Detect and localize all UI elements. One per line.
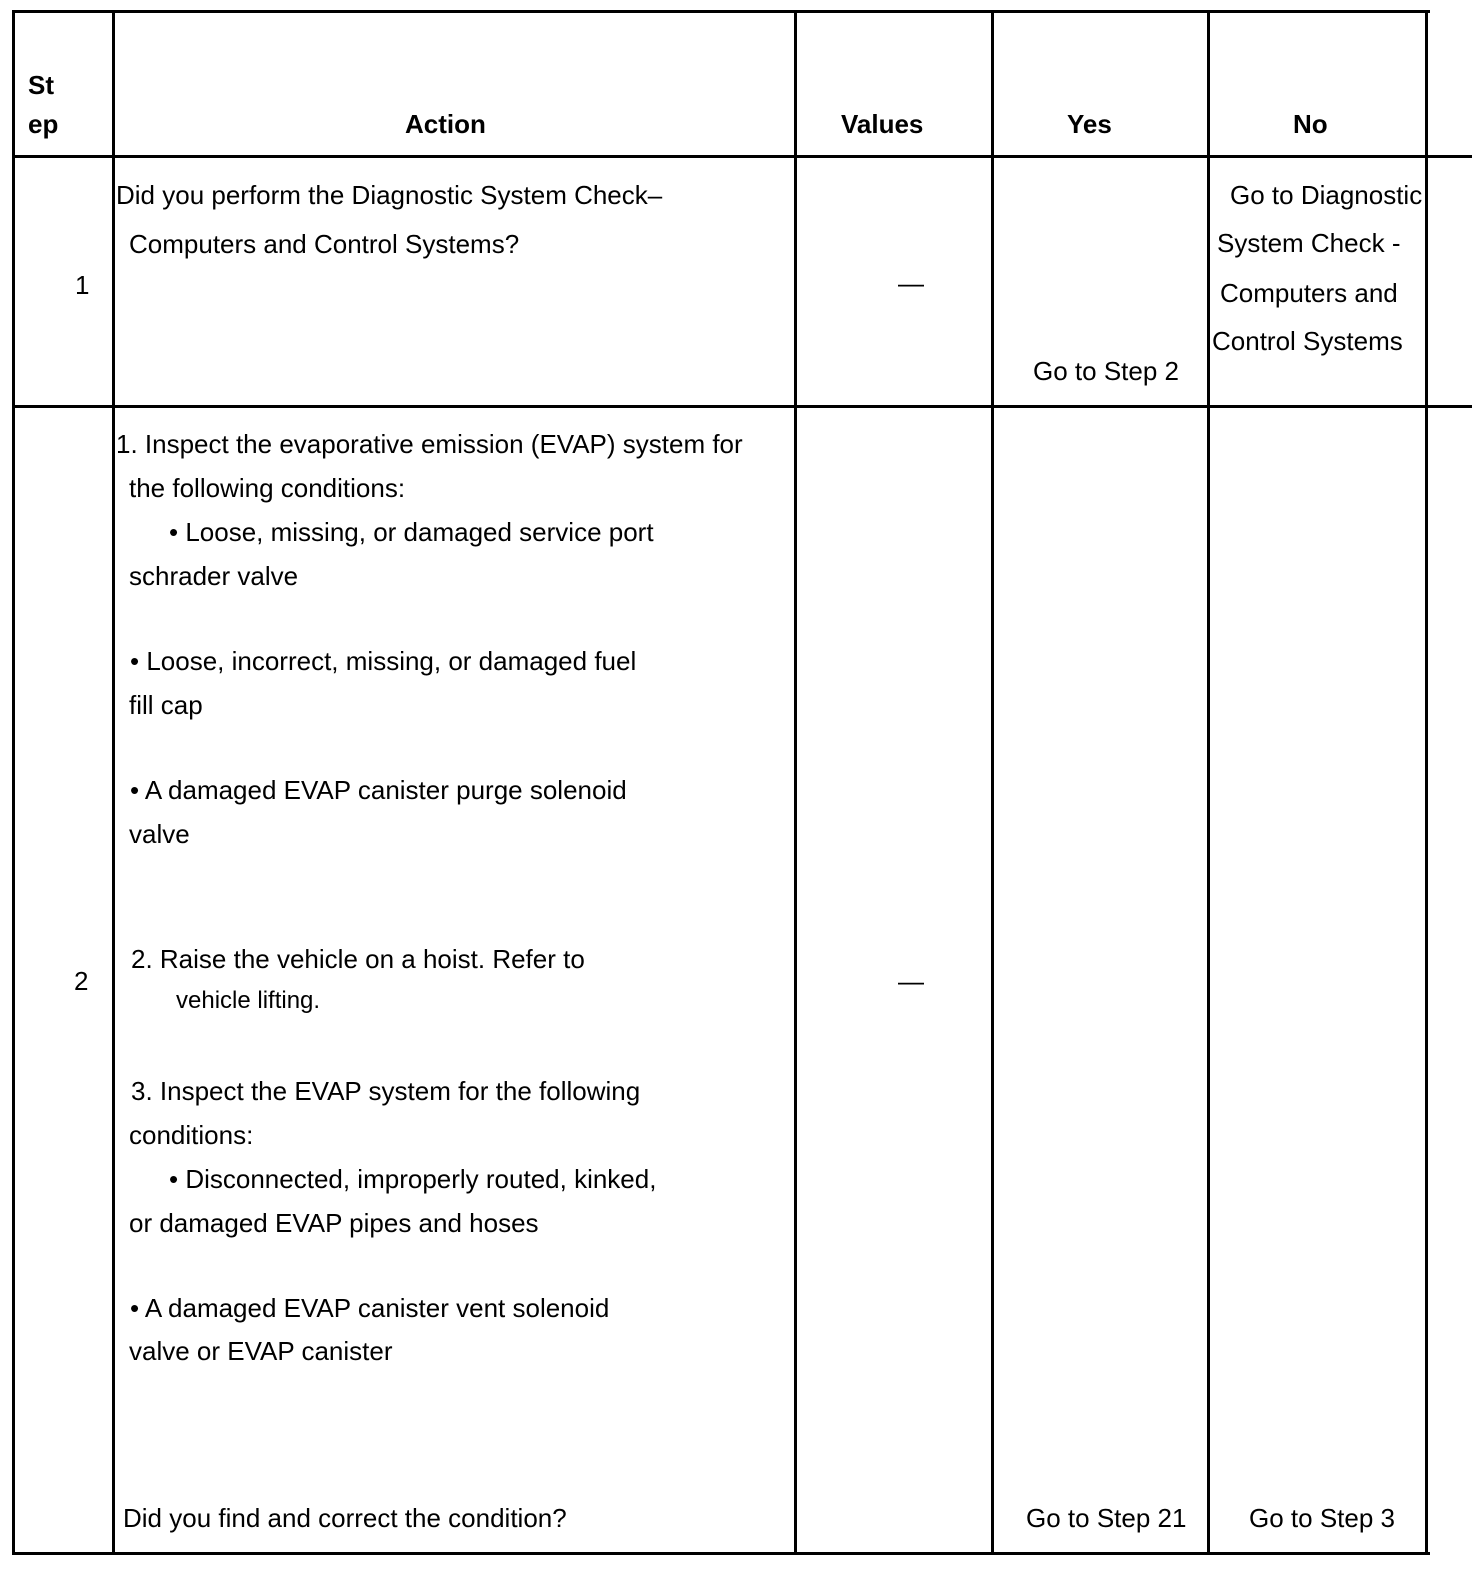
no-text: Computers and xyxy=(1220,278,1398,308)
action-text: • Loose, missing, or damaged service port xyxy=(169,517,654,547)
action-text: Computers and Control Systems? xyxy=(129,229,520,259)
action-text: the following conditions: xyxy=(129,473,406,503)
value-text: — xyxy=(898,268,924,298)
table-border-left xyxy=(12,10,15,1555)
table-border-bottom xyxy=(12,1552,1430,1555)
action-question: Did you find and correct the condition? xyxy=(123,1503,567,1533)
value-text: — xyxy=(898,966,924,996)
action-text: • Disconnected, improperly routed, kinked, xyxy=(169,1164,657,1194)
action-text: 2. Raise the vehicle on a hoist. Refer to xyxy=(131,944,585,974)
header-step-line1: St xyxy=(28,70,54,100)
column-divider-step xyxy=(112,10,115,1555)
row-divider xyxy=(12,405,1472,408)
action-text: or damaged EVAP pipes and hoses xyxy=(129,1208,539,1238)
step-number: 2 xyxy=(74,966,89,996)
no-text: Go to Step 3 xyxy=(1249,1503,1395,1533)
table-border-top xyxy=(12,10,1430,13)
action-text: Did you perform the Diagnostic System Check– xyxy=(116,180,663,210)
header-no: No xyxy=(1293,109,1328,139)
no-text: Control Systems xyxy=(1212,326,1403,356)
action-text: 3. Inspect the EVAP system for the following xyxy=(131,1076,641,1106)
column-divider-values xyxy=(991,10,994,1555)
action-text: conditions: xyxy=(129,1120,254,1150)
yes-text: Go to Step 2 xyxy=(1033,356,1179,386)
yes-text: Go to Step 21 xyxy=(1026,1503,1187,1533)
header-step-line2: ep xyxy=(28,109,59,139)
action-text: vehicle lifting. xyxy=(176,987,321,1014)
no-text: System Check - xyxy=(1217,228,1401,258)
header-divider xyxy=(12,155,1472,158)
action-text: valve xyxy=(129,819,190,849)
header-values: Values xyxy=(841,109,924,139)
no-cell xyxy=(1210,170,1425,370)
header-yes: Yes xyxy=(1067,109,1112,139)
table-border-right xyxy=(1425,10,1428,1555)
action-text: 1. Inspect the evaporative emission (EVAP) system for xyxy=(116,429,743,459)
action-text: valve or EVAP canister xyxy=(129,1336,393,1366)
action-text: • Loose, incorrect, missing, or damaged fuel xyxy=(130,646,637,676)
action-text: • A damaged EVAP canister purge solenoid xyxy=(130,775,627,805)
column-divider-action xyxy=(794,10,797,1555)
action-text: fill cap xyxy=(129,690,203,720)
no-text: Go to Diagnostic xyxy=(1230,180,1423,210)
action-text: • A damaged EVAP canister vent solenoid xyxy=(130,1293,610,1323)
step-number: 1 xyxy=(75,270,90,300)
action-text: schrader valve xyxy=(129,561,299,591)
header-action: Action xyxy=(405,109,486,139)
